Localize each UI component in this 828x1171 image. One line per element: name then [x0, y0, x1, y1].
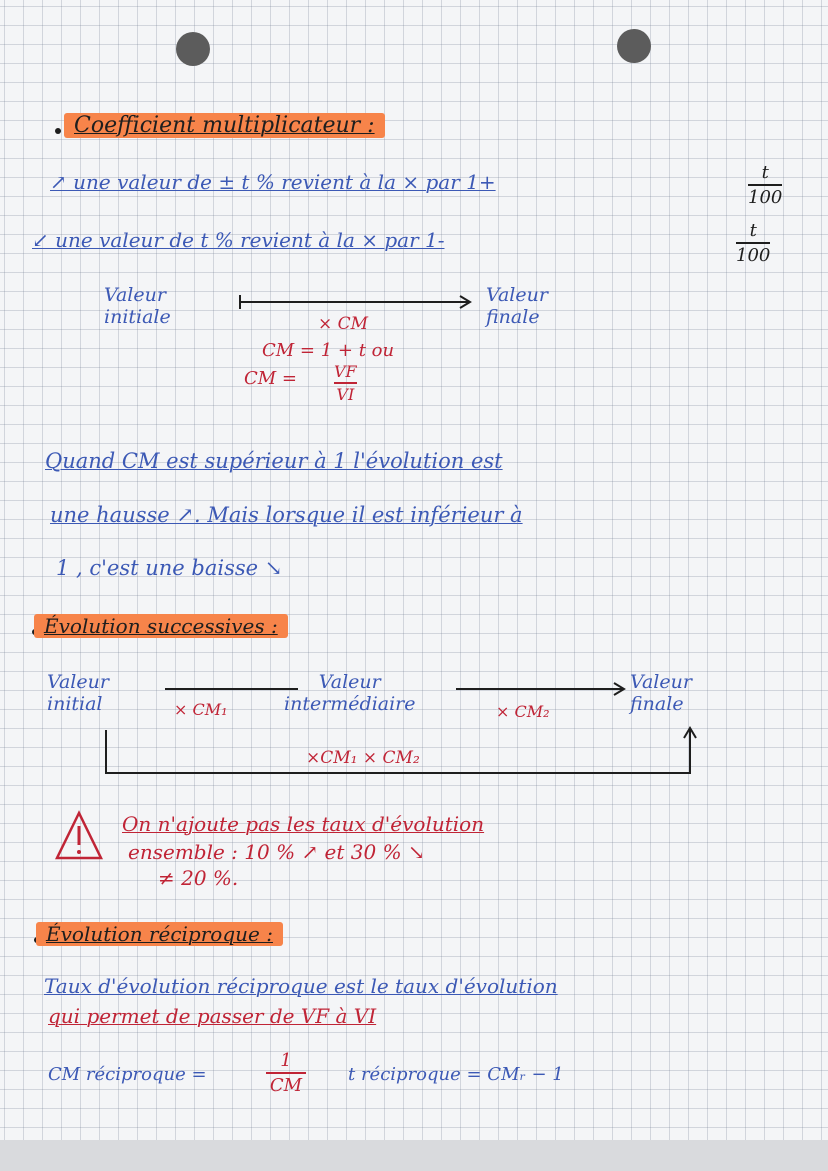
fraction-vf-vi: VF VI	[334, 362, 357, 404]
arrow-label-cm2: × CM₂	[496, 702, 550, 721]
label-intermediate-2: intermédiaire	[284, 693, 416, 715]
warning-line-3: ≠ 20 %.	[158, 866, 239, 890]
label-cm1-times-cm2: ×CM₁ × CM₂	[306, 748, 420, 768]
label-intermediate-value	[284, 671, 416, 715]
bullet-section-1	[55, 128, 61, 134]
paragraph-hausse-2: une hausse ↗. Mais lorsque il est inférieur à	[50, 503, 523, 527]
label-final-2-2: finale	[630, 693, 684, 715]
formula-cm-reciproque: CM réciproque =	[48, 1064, 207, 1085]
rule-decrease: ↙ une valeur de t % revient à la × par 1-	[32, 228, 445, 252]
paragraph-reciproque-2: qui permet de passer de VF à VI	[48, 1004, 377, 1028]
section-title-reciproque: Évolution réciproque :	[36, 922, 283, 946]
warning-line-2: ensemble : 10 % ↗ et 30 % ↘	[128, 840, 425, 864]
fraction-increase: t 100	[748, 162, 783, 208]
arrow-label-cm: × CM	[318, 314, 369, 334]
fraction-1-over-cm: 1 CM	[266, 1050, 306, 1096]
label-final-2-1: Valeur	[630, 671, 692, 693]
section-title-successives: Évolution successives :	[34, 614, 288, 638]
section-title-coefficient: Coefficient multiplicateur :	[64, 113, 385, 138]
fraction-decrease: t 100	[736, 220, 771, 266]
formula-cm-2: CM =	[244, 368, 298, 389]
rule-increase: ↗ une valeur de ± t % revient à la × par 1+	[50, 170, 496, 194]
label-final-1: Valeur	[486, 284, 548, 306]
paragraph-reciproque-1: Taux d'évolution réciproque est le taux d'évolution	[44, 974, 558, 998]
arrow-label-cm1: × CM₁	[174, 700, 228, 719]
label-final-value-2	[630, 671, 692, 715]
label-initial-value	[104, 284, 171, 328]
label-initial-2-1: Valeur	[47, 671, 109, 693]
label-initial-1: Valeur	[104, 284, 166, 306]
formula-t-reciproque: t réciproque = CMᵣ − 1	[348, 1064, 564, 1085]
paragraph-hausse-1: Quand CM est supérieur à 1 l'évolution est	[45, 449, 503, 473]
label-intermediate-1: Valeur	[318, 671, 381, 693]
paragraph-hausse-3: 1 , c'est une baisse ↘	[56, 556, 283, 580]
page-bottom-edge	[0, 1140, 828, 1171]
warning-line-1: On n'ajoute pas les taux d'évolution	[122, 812, 485, 836]
label-initial-value-2	[47, 671, 109, 715]
label-initial-2: initiale	[104, 306, 171, 328]
label-initial-2-2: initial	[47, 693, 103, 715]
label-final-value	[486, 284, 548, 328]
formula-cm-1: CM = 1 + t ou	[262, 340, 395, 361]
label-final-2: finale	[486, 306, 540, 328]
